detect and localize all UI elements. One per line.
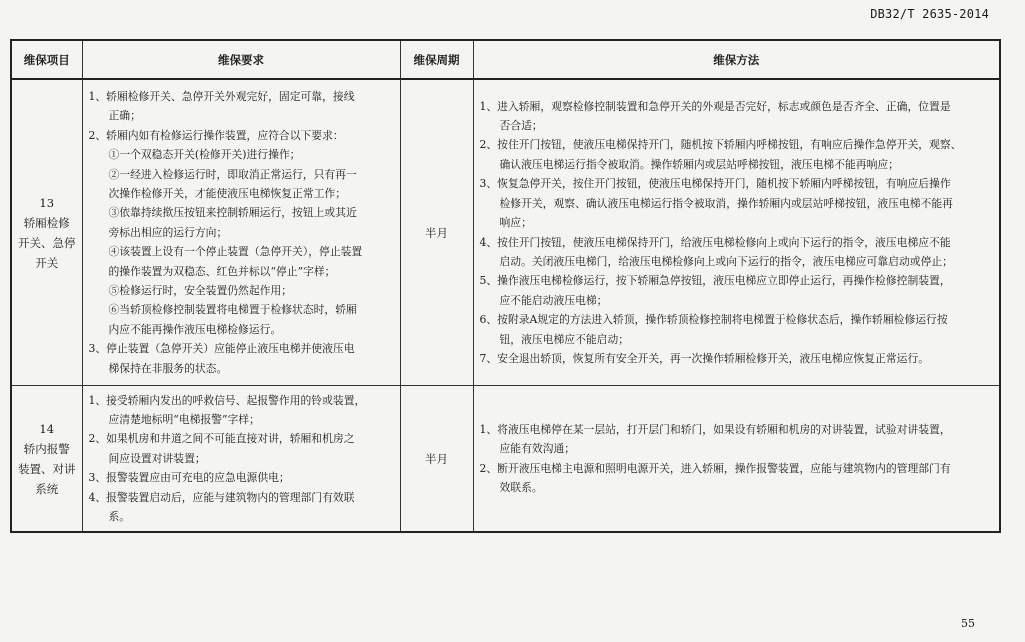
method-cell: [473, 79, 1000, 386]
text-line: 1、接受轿厢内发出的呼救信号、起报警作用的铃或装置，: [88, 393, 366, 407]
period-cell: 半月: [400, 386, 473, 533]
item-cell: [11, 386, 82, 533]
maintenance-table: [10, 39, 1001, 533]
text-line: 3、停止装置（急停开关）应能停止液压电梯并使液压电: [88, 342, 355, 356]
item-name-line: 开关、急停: [18, 235, 76, 250]
item-name-line: 开关: [35, 255, 59, 270]
text-line: 2、轿厢内如有检修运行操作装置，应符合以下要求：: [88, 128, 344, 142]
text-line: 响应；: [499, 216, 532, 230]
text-line: ①一个双稳态开关(检修开关)进行操作；: [108, 148, 301, 162]
text-line: 次操作检修开关，才能使液压电梯恢复正常工作；: [108, 186, 347, 200]
text-line: 正确；: [108, 109, 141, 123]
item-number: 14: [39, 421, 55, 436]
text-line: 1、将液压电梯停在某一层站，打开层门和轿门，如果设有轿厢和机房的对讲装置，试验对讲装置，: [479, 422, 951, 436]
text-line: 7、安全退出轿顶，恢复所有安全开关，再一次操作轿厢检修开关，液压电梯应恢复正常运行。: [479, 351, 930, 365]
text-line: 1、进入轿厢，观察检修控制装置和急停开关的外观是否完好，标志或颜色是否齐全、正确，位置是: [479, 99, 951, 113]
text-line: 5、操作液压电梯检修运行，按下轿厢急停按钮，液压电梯应立即停止运行，再操作检修控制装置，: [479, 274, 951, 288]
text-line: 确认液压电梯运行指令被取消。操作轿厢内或层站呼梯按钮，液压电梯不能再响应；: [499, 157, 899, 171]
text-line: 旁标出相应的运行方向；: [108, 225, 228, 239]
item-name-line: 轿内报警: [23, 441, 70, 456]
table-row: [11, 79, 1000, 386]
text-line: 内应不能再操作液压电梯检修运行。: [108, 322, 282, 336]
item-name-line: 装置、对讲: [18, 461, 76, 476]
text-line: 应清楚地标明“电梯报警”字样；: [108, 412, 260, 426]
text-line: 间应设置对讲装置；: [108, 451, 206, 465]
text-line: 4、按住开门按钮，使液压电梯保持开门，给液压电梯检修向上或向下运行的指令，液压电梯应不能: [479, 235, 951, 249]
item-name-line: 轿厢检修: [23, 215, 70, 230]
text-line: 系。: [108, 510, 131, 524]
page-number: 55: [961, 617, 975, 630]
item-cell: [11, 79, 82, 386]
text-line: 否合适；: [499, 119, 543, 133]
table-row: [11, 386, 1000, 533]
text-line: 2、断开液压电梯主电源和照明电源开关，进入轿厢，操作报警装置，应能与建筑物内的管理部门有: [479, 461, 951, 475]
requirements-cell: [82, 79, 400, 386]
col-header-method: 维保方法: [473, 40, 1000, 79]
text-line: 应能有效沟通；: [499, 442, 576, 456]
text-line: 2、如果机房和井道之间不可能直接对讲，轿厢和机房之: [88, 432, 355, 446]
text-line: ④该装置上设有一个停止装置（急停开关），停止装置: [108, 245, 363, 259]
text-line: 2、按住开门按钮，使液压电梯保持开门，随机按下轿厢内呼梯按钮，有响应后操作急停开关，观察、: [479, 138, 962, 152]
method-cell: [473, 386, 1000, 533]
requirements-cell: [82, 386, 400, 533]
item-name-line: 系统: [35, 481, 59, 496]
text-line: 应不能启动液压电梯；: [499, 293, 608, 307]
text-line: 1、轿厢检修开关、急停开关外观完好，固定可靠，接线: [88, 89, 355, 103]
text-line: ③依靠持续揿压按钮来控制轿厢运行，按钮上或其近: [108, 206, 357, 220]
item-number: 13: [39, 195, 55, 210]
col-header-period: 维保周期: [400, 40, 473, 79]
table-header-row: [11, 40, 1000, 79]
text-line: ②一经进入检修运行时，即取消正常运行，只有再一: [108, 167, 357, 181]
col-header-item: 维保项目: [11, 40, 82, 79]
text-line: 启动。关闭液压电梯门，给液压电梯检修向上或向下运行的指令，液压电梯应可靠启动或停止；: [499, 254, 953, 268]
text-line: 梯保持在非服务的状态。: [108, 361, 228, 375]
text-line: 检修开关，观察、确认液压电梯运行指令被取消，操作轿厢内或层站呼梯按钮，液压电梯不能再: [499, 196, 953, 210]
text-line: 3、报警装置应由可充电的应急电源供电；: [88, 471, 290, 485]
text-line: 3、恢复急停开关，按住开门按钮，使液压电梯保持开门，随机按下轿厢内呼梯按钮，有响应后操作: [479, 177, 951, 191]
text-line: 钮，液压电梯应不能启动；: [499, 332, 630, 346]
text-line: 6、按附录A规定的方法进入轿顶，操作轿顶检修控制将电梯置于检修状态后，操作轿厢检修运行按: [479, 313, 948, 327]
document-code: DB32/T 2635-2014: [870, 7, 989, 21]
col-header-requirements: 维保要求: [82, 40, 400, 79]
text-line: 效联系。: [499, 480, 543, 494]
text-line: ⑤检修运行时，安全装置仍然起作用；: [108, 284, 293, 298]
text-line: ⑥当轿顶检修控制装置将电梯置于检修状态时，轿厢: [108, 303, 357, 317]
period-cell: 半月: [400, 79, 473, 386]
text-line: 4、报警装置启动后，应能与建筑物内的管理部门有效联: [88, 490, 355, 504]
text-line: 的操作装置为双稳态、红色并标以“停止”字样；: [108, 264, 336, 278]
